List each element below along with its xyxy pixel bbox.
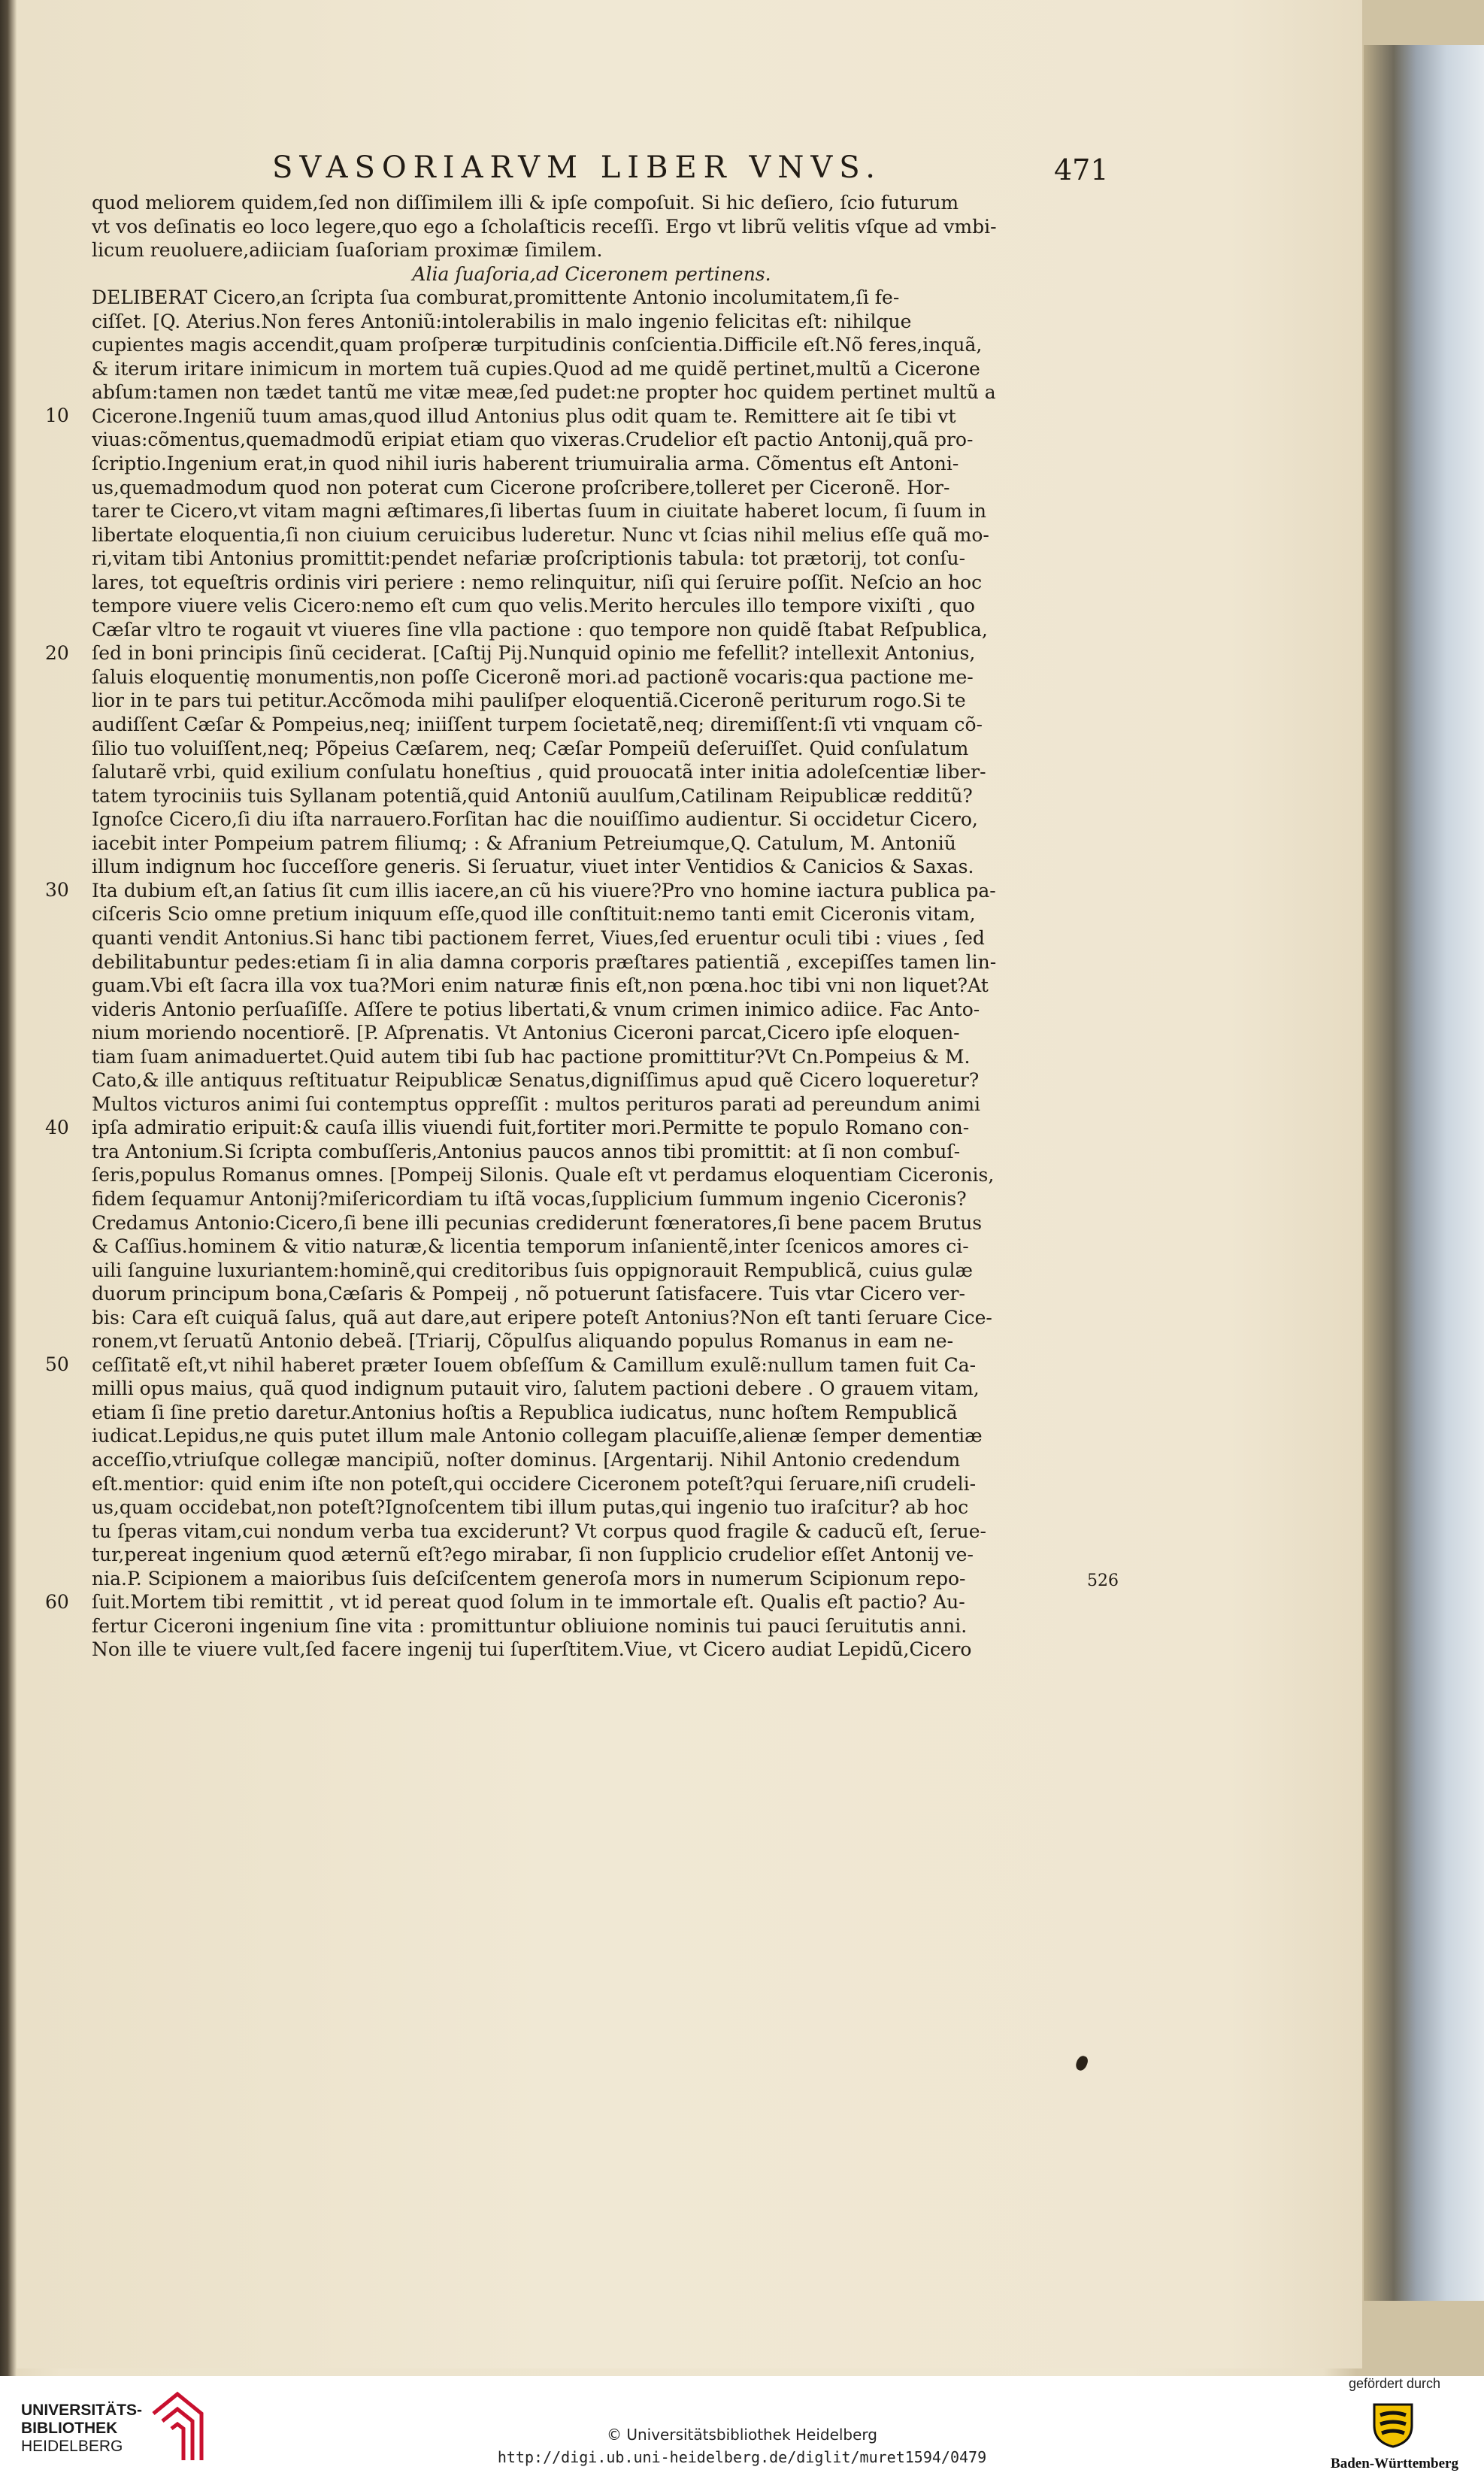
text-line: Non ille te viuere vult,ſed facere ingenij tui ſuperſtitem.Viue, vt Cicero audiat Lepidũ,Cicero	[92, 1638, 972, 1661]
line-number: 10	[45, 405, 69, 426]
text-line: fertur Ciceroni ingenium ſine vita : promittuntur obliuione nominis tui pauci ſeruitutis anni.	[92, 1614, 968, 1637]
text-line: audiſſent Cæſar & Pompeius,neq; iniiſſent turpem ſocietatẽ,neq; diremiſſent:ſi vti vnquam cõ-	[92, 714, 983, 736]
text-line: iacebit inter Pompeium patrem filiumq; : & Afranium Petreiumque,Q. Catulum, M. Antoniũ	[92, 832, 956, 854]
text-line: libertate eloquentia,ſi non ciuium ceruicibus luderetur. Nunc vt ſcias nihil melius eſſe quã mo-	[92, 523, 989, 546]
text-line: ciſceris Scio omne pretium iniquum eſſe,quod ille conſtituit:nemo tanti emit Ciceronis vitam,	[92, 903, 976, 926]
funded-by-label: gefördert durch	[1348, 2376, 1441, 2391]
text-line: tra Antonium.Si ſcripta combuſſeris,Antonius paucos annos tibi promittit: at ſi non combuſ-	[92, 1140, 961, 1162]
line-number: 50	[45, 1353, 69, 1375]
text-line: licum reuoluere,adiiciam ſuaſoriam proximæ ſimilem.	[92, 239, 603, 262]
text-line: tiam ſuam animaduertet.Quid autem tibi ſub hac pactione promittitur?Vt Cn.Pompeius & M.	[92, 1045, 971, 1068]
text-line: cupientes magis accendit,quam proſperæ turpitudinis conſcientia.Difficile eſt.Nõ feres,inquã,	[92, 334, 983, 356]
section-heading: Alia ſuaſoria,ad Ciceronem pertinens.	[412, 262, 771, 285]
text-line: nia.P. Scipionem a maioribus ſuis deſciſcentem generoſa mors in numerum Scipionum repo-	[92, 1567, 966, 1590]
text-line: ſalutarẽ vrbi, quid exilium conſulatu honeſtius , quid prouocatã inter initia adoleſcentiæ liber-	[92, 761, 986, 783]
text-line: guam.Vbi eſt ſacra illa vox tua?Mori enim naturæ finis eſt,non pœna.hoc tibi vni non liquet?At	[92, 974, 989, 997]
text-line: ſcriptio.Ingenium erat,in quod nihil iuris haberent triumuiralia arma. Cõmentus eſt Antoni-	[92, 453, 959, 475]
library-name-line: UNIVERSITÄTS-	[21, 2402, 143, 2419]
text-line: us,quam occidebat,non poteſt?Ignoſcentem tibi illum putas,qui ingenio tuo iraſcitur? ab hoc	[92, 1496, 969, 1519]
text-line: ciſſet. [Q. Aterius.Non feres Antoniũ:intolerabilis in malo ingenio felicitas eſt: nihilque	[92, 310, 912, 332]
text-line: ſilio tuo voluiſſent,neq; Põpeius Cæſarem, neq; Cæſar Pompeiũ deſeruiſſet. Quid conſulatum	[92, 737, 969, 759]
text-line: tarer te Cicero,vt vitam magni æſtimares,ſi libertas ſuum in ciuitate haberet locum, ſi ſuum in	[92, 500, 987, 523]
text-line: abſum:tamen non tædet tantũ me vitæ meæ,ſed pudet:ne propter hoc quidem pertinet multũ a	[92, 381, 996, 404]
text-line: & iterum iritare inimicum in mortem tuã cupies.Quod ad me quidẽ pertinet,multũ a Cicerone	[92, 357, 980, 380]
text-line: ipſa admiratio eripuit:& cauſa illis viuendi fuit,fortiter mori.Permitte te populo Romano con-	[92, 1117, 970, 1139]
library-name-line: HEIDELBERG	[21, 2438, 123, 2455]
line-number: 20	[45, 642, 69, 664]
margin-note: 526	[1087, 1571, 1119, 1590]
copyright-notice: © Universitätsbibliothek Heidelberg	[606, 2426, 877, 2444]
text-line: & Caſſius.hominem & vitio naturæ,& licentia temporum inſanientẽ,inter ſcenicos amores ci-	[92, 1235, 969, 1258]
text-line: duorum principum bona,Cæſaris & Pompeij , nõ potuerunt ſatisfacere. Tuis vtar Cicero ver-	[92, 1283, 965, 1305]
text-line: lares, tot equeſtris ordinis viri periere : nemo relinquitur, niſi qui ſeruire poſſit. Neſcio an hoc	[92, 571, 983, 593]
text-line: DELIBERAT Cicero,an ſcripta ſua comburat,promittente Antonio incolumitatem,ſi fe-	[92, 286, 900, 309]
book-page	[17, 0, 1362, 2368]
text-line: nium moriendo nocentiorẽ. [P. Aſprenatis. Vt Antonius Ciceroni parcat,Cicero ipſe eloquen-	[92, 1022, 960, 1044]
text-line: videris Antonio perſuaſiſſe. Aſſere te potius libertati,& vnum crimen inimico adiice. Fac Anto-	[92, 998, 980, 1020]
ink-spot	[1074, 2054, 1089, 2072]
text-line: tatem tyrociniis tuis Syllanam potentiã,quid Antoniũ auulſum,Catilinam Reipublicæ redditũ?	[92, 784, 973, 807]
text-line: debilitabuntur pedes:etiam ſi in alia damna corporis præſtares patientiã , excepiſſes tamen lin-	[92, 950, 997, 973]
text-line: Cæſar vltro te rogauit vt viueres ſine vlla pactione : quo tempore non quidẽ ſtabat Reſpublica,	[92, 618, 988, 641]
text-line: ri,vitam tibi Antonius promittit:pendet nefariæ proſcriptionis tabula: tot prætorij, tot conſu-	[92, 547, 966, 570]
line-number: 40	[45, 1117, 69, 1138]
text-line: Ignoſce Cicero,ſi diu iſta narrauero.Forſitan hac die nouiſſimo audientur. Si occidetur Cicero,	[92, 808, 978, 831]
body-text	[92, 191, 1092, 1685]
permalink-url[interactable]: http://digi.ub.uni-heidelberg.de/diglit/muret1594/0479	[497, 2448, 987, 2466]
text-line: Ita dubium eſt,an ſatius ſit cum illis iacere,an cũ his viuere?Pro vno homine iactura publica pa-	[92, 879, 996, 902]
text-line: uili ſanguine luxuriantem:hominẽ,qui creditoribus ſuis oppignorauit Rempublicã, cuius gulæ	[92, 1259, 973, 1281]
text-line: ſeris,populus Romanus omnes. [Pompeij Silonis. Quale eſt vt perdamus eloquentiam Ciceronis,	[92, 1164, 995, 1186]
text-line: vt vos deſinatis eo loco legere,quo ego a ſcholaſticis receſſi. Ergo vt librũ velitis vſque ad vmbi-	[92, 215, 997, 238]
text-line: us,quemadmodum quod non poterat cum Cicerone proſcribere,tolleret per Ciceronẽ. Hor-	[92, 476, 950, 499]
text-line: milli opus maius, quã quod indignum putauit viro, ſalutem pactioni debere . O grauem vitam,	[92, 1377, 980, 1400]
text-line: Cicerone.Ingeniũ tuum amas,quod illud Antonius plus odit quam te. Remittere ait ſe tibi vt	[92, 405, 956, 427]
text-line: quod meliorem quidem,ſed non diſſimilem illi & ipſe compoſuit. Si hic deſiero, ſcio futurum	[92, 192, 959, 214]
text-line: tempore viuere velis Cicero:nemo eſt cum quo velis.Merito hercules illo tempore vixiſti , quo	[92, 595, 975, 617]
text-line: tu ſperas vitam,cui nondum verba tua exciderunt? Vt corpus quod fragile & caducũ eſt, ſerue-	[92, 1520, 986, 1542]
page-number: 471	[1054, 153, 1109, 186]
text-line	[92, 1662, 1092, 1686]
funder-name: Baden-Württemberg	[1331, 2456, 1458, 2471]
text-line: ſaluis eloquentię monumentis,non poſſe Ciceronẽ mori.ad pactionẽ vocaris:qua pactione me-	[92, 665, 974, 688]
text-line: iudicat.Lepidus,ne quis putet illum male Antonio collegam placuiſſe,alienæ ſemper dementiæ	[92, 1425, 983, 1447]
text-line: fidem ſequamur Antonij?miſericordiam tu iſtã vocas,ſupplicium ſummum ingenio Ciceronis?	[92, 1187, 967, 1210]
text-line: ronem,vt ſeruatũ Antonio debeã. [Triarij, Cõpulſus aliquando populus Romanus in eam ne-	[92, 1330, 954, 1353]
text-line: lior in te pars tui petitur.Accõmoda mihi pauliſper eloquentiã.Ciceronẽ periturum rogo.Si te	[92, 689, 966, 712]
text-line: ſuit.Mortem tibi remittit , vt id pereat quod ſolum in te immortale eſt. Qualis eſt pactio? Au-	[92, 1591, 965, 1614]
text-line: viuas:cõmentus,quemadmodũ eripiat etiam quo vixeras.Crudelior eſt pactio Antonij,quã pro-	[92, 429, 974, 451]
text-line: Multos victuros animi ſui contemptus oppreſſit : multos perituros parati ad pereundum animi	[92, 1093, 981, 1115]
line-number: 30	[45, 879, 69, 901]
text-line: ceſſitatẽ eſt,vt nihil haberet præter Iouem obſeſſum & Camillum exulẽ:nullum tamen fuit Ca-	[92, 1353, 977, 1376]
text-line: quanti vendit Antonius.Si hanc tibi pactionem ferret, Viues,ſed eruentur oculi tibi : viues , ſed	[92, 926, 985, 949]
book-page-edges	[1364, 45, 1484, 2301]
running-head: SVASORIARVM LIBER VNVS.	[272, 150, 882, 185]
text-line: bis: Cara eſt cuiquã ſalus, quã aut dare,aut eripere poteſt Antonius?Non eſt tanti ſeruare Cice-	[92, 1306, 992, 1329]
text-line: illum indignum hoc ſucceſſore generis. Si ſeruatur, viuet inter Ventidios & Canicios & Saxas.	[92, 856, 974, 878]
library-name-line: BIBLIOTHEK	[21, 2420, 118, 2437]
text-line: tur,pereat ingenium quod æternũ eſt?ego mirabar, ſi non ſupplicio crudelior eſſet Antonij ve-	[92, 1544, 974, 1566]
text-line: etiam ſi ſine pretio daretur.Antonius hoſtis a Republica iudicatus, nunc hoſtem Rempublicã	[92, 1401, 958, 1423]
state-crest-icon	[1368, 2400, 1418, 2450]
text-line: eſt.mentior: quid enim iſte non poteſt,qui occidere Ciceronem poteſt?qui ſeruare,niſi crudeli-	[92, 1472, 977, 1495]
text-line: ſed in boni principis ſinũ ceciderat. [Caſtij Pij.Nunquid opinio me fefellit? intellexit Antonius,	[92, 642, 976, 665]
line-number: 60	[45, 1591, 69, 1613]
text-line: Cato,& ille antiquus reſtituatur Reipublicæ Senatus,digniſſimus apud quẽ Cicero loqueretur?	[92, 1069, 980, 1092]
text-line: acceſſio,vtriuſque collegæ mancipiũ, noſter dominus. [Argentarij. Nihil Antonio credendum	[92, 1448, 961, 1471]
text-line: Credamus Antonio:Cicero,ſi bene illi pecunias crediderunt fœneratores,ſi bene pacem Brutus	[92, 1211, 983, 1234]
